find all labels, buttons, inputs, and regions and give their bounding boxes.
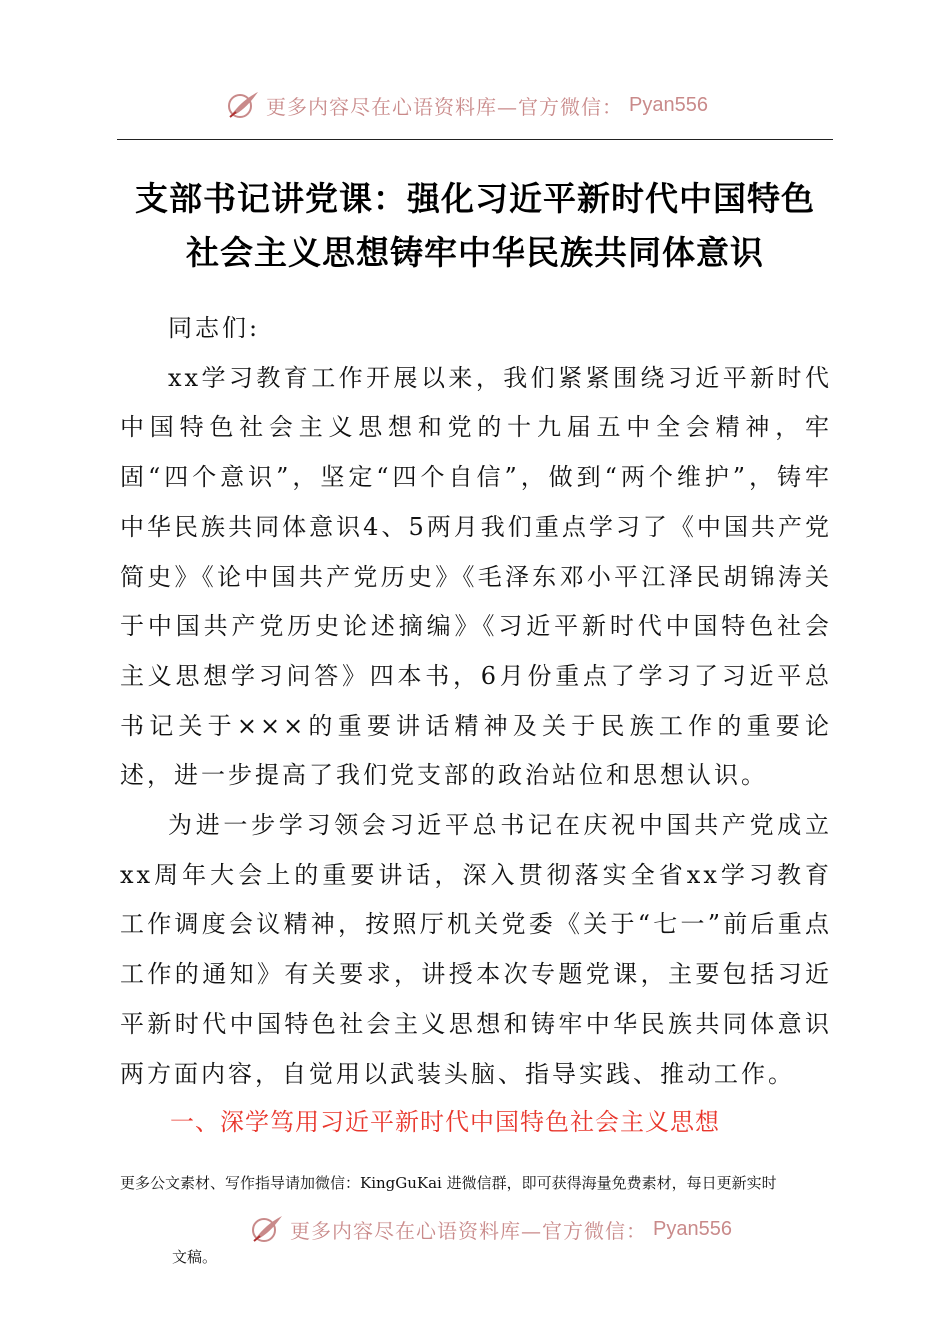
footer-watermark xyxy=(250,1214,732,1244)
watermark-text: 更多内容尽在心语资料库—官方微信： xyxy=(290,1218,647,1243)
title-line-1: 支部书记讲党课：强化习近平新时代中国特色 xyxy=(135,179,815,218)
watermark-text: 更多内容尽在心语资料库—官方微信： xyxy=(266,94,623,119)
document-body xyxy=(120,304,832,1099)
body-paragraph: xx学习教育工作开展以来，我们紧紧围绕习近平新时代中国特色社会主义思想和党的十九届五中全会精神，牢固“四个意识”，坚定“四个自信”，做到“两个维护”，铸牢中华民族共同体意识4、5两月我们重点学习了《中国共产党简史》《论中国共产党历史》《毛泽东邓小平江泽民胡锦涛关于中国共产党历史论述摘编》《习近平新时代中国特色社会主义思想学习问答》四本书，6月份重点了学习了习近平总书记关于×××的重要讲话精神及关于民族工作的重要论述，进一步提高了我们党支部的政治站位和思想认识。 xyxy=(120,363,832,790)
quill-logo-icon xyxy=(226,90,260,120)
watermark-wechat-id: Pyan556 xyxy=(653,1217,732,1240)
watermark-wechat-id: Pyan556 xyxy=(629,93,708,116)
title-line-2: 社会主义思想铸牢中华民族共同体意识 xyxy=(186,233,764,272)
header-divider xyxy=(117,139,833,140)
footer-note: 更多公文素材、写作指导请加微信：KingGuKai 进微信群，即可获得海量免费素材，每日更新实时 xyxy=(120,1174,777,1192)
quill-logo-icon xyxy=(250,1214,284,1244)
header-watermark xyxy=(226,90,708,120)
footer-note-continuation: 文稿。 xyxy=(172,1248,218,1266)
salutation: 同志们: xyxy=(168,314,261,342)
body-paragraph: 为进一步学习领会习近平总书记在庆祝中国共产党成立xx周年大会上的重要讲话，深入贯彻落实全省xx学习教育工作调度会议精神，按照厅机关党委《关于“七一”前后重点工作的通知》有关要求，讲授本次专题党课，主要包括习近平新时代中国特色社会主义思想和铸牢中华民族共同体意识两方面内容，自觉用以武装头脑、指导实践、推动工作。 xyxy=(120,811,832,1088)
section-heading: 一、深学笃用习近平新时代中国特色社会主义思想 xyxy=(170,1108,720,1136)
document-title xyxy=(100,172,850,280)
